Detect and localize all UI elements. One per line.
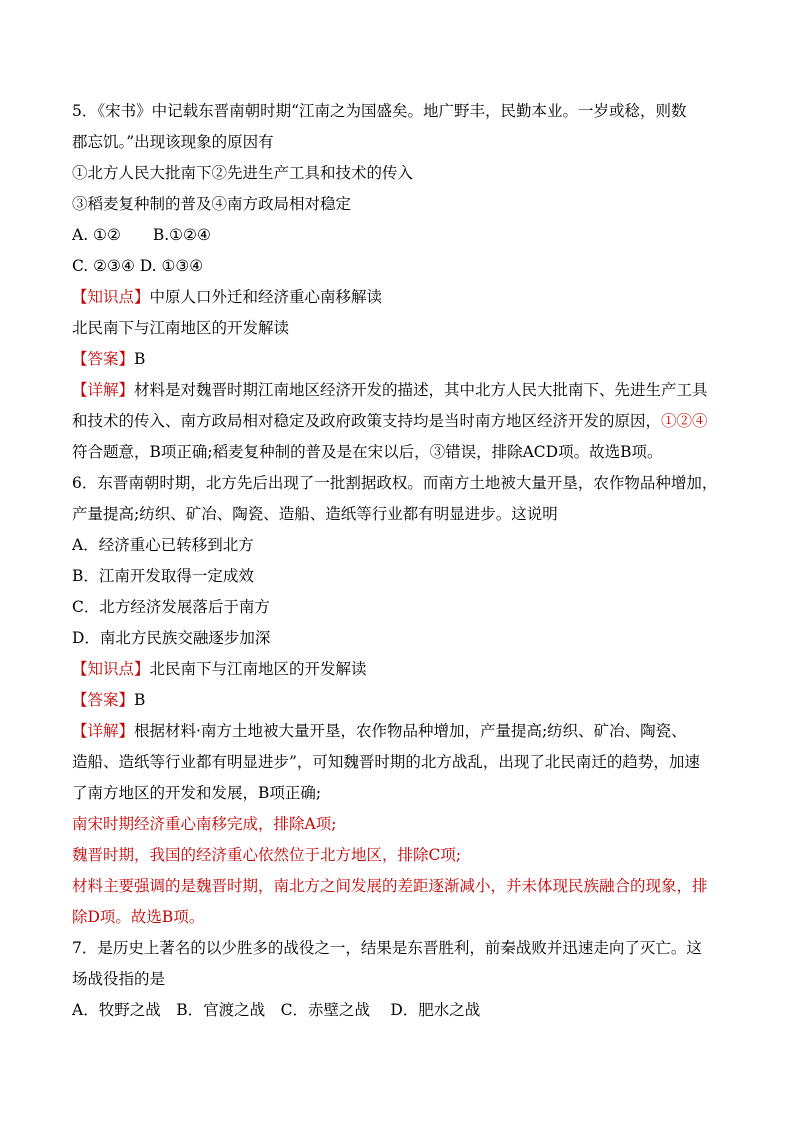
q5-knowledge-point — [72, 282, 724, 313]
q6-choice-c: C．北方经济发展落后于南方 — [72, 598, 270, 616]
q5-answer — [72, 344, 724, 375]
q5-choices-ab — [72, 220, 724, 251]
q5-detail-line-2 — [72, 406, 724, 437]
q6-knowledge-text: 北民南下与江南地区的开发解读 — [149, 660, 367, 678]
q6-detail-line-7: 除D项。故选B项。 — [72, 908, 205, 926]
q6-detail-line-1 — [72, 716, 724, 747]
q6-detail-line-5: 魏晋时期，我国的经济重心依然位于北方地区，排除C项; — [72, 846, 462, 864]
q6-detail-line-6: 材料主要强调的是魏晋时期，南北方之间发展的差距逐渐减小，并未体现民族融合的现象，排 — [72, 877, 708, 895]
q5-answer-tag: 【答案】 — [72, 350, 135, 368]
q6-answer-value: B — [134, 691, 146, 709]
q5-choice-b: B.①②④ — [152, 226, 211, 244]
q5-detail-line-3: 符合题意，B项正确;稻麦复种制的普及是在宋以后，③错误，排除ACD项。故选B项。 — [72, 443, 663, 461]
q5-choice-a: A. ①② — [72, 226, 121, 244]
q6-detail-line-2: 造船、造纸等行业都有明显进步”，可知魏晋时期的北方战乱，出现了北民南迁的趋势，加速 — [72, 753, 700, 771]
q5-option-1-2: ①北方人民大批南下②先进生产工具和技术的传入 — [72, 164, 414, 182]
q5-knowledge-tag: 【知识点】 — [72, 288, 150, 306]
q5-detail-line-1 — [72, 375, 724, 406]
q6-stem-line-1: 6．东晋南朝时期，北方先后出现了一批割据政权。而南方土地被大量开垦，农作物品种增加， — [72, 474, 718, 492]
q7-stem-line-2: 场战役指的是 — [72, 970, 166, 988]
q6-choice-d: D．南北方民族交融逐步加深 — [72, 629, 271, 647]
q5-answer-value: B — [134, 350, 146, 368]
q6-knowledge-tag: 【知识点】 — [72, 660, 150, 678]
q5-detail-highlight: ①②④ — [661, 412, 708, 430]
q6-detail-tag: 【详解】 — [72, 722, 135, 740]
q5-detail-text-2: 和技术的传入、南方政局相对稳定及政府政策支持均是当时南方地区经济开发的原因， — [72, 412, 662, 430]
q6-answer — [72, 685, 724, 716]
q6-detail-text-1: 根据材料·南方土地被大量开垦，农作物品种增加，产量提高;纺织、矿冶、陶瓷、 — [134, 722, 687, 740]
q5-knowledge-point-2: 北民南下与江南地区的开发解读 — [72, 319, 290, 337]
q6-stem-line-2: 产量提高;纺织、矿冶、陶瓷、造船、造纸等行业都有明显进步。这说明 — [72, 505, 558, 523]
q7-choices: A．牧野之战 B．官渡之战 C．赤壁之战 D．肥水之战 — [72, 1001, 481, 1019]
q5-detail-tag: 【详解】 — [72, 381, 135, 399]
q6-detail-line-4: 南宋时期经济重心南移完成，排除A项; — [72, 815, 337, 833]
q5-knowledge-text: 中原人口外迁和经济重心南移解读 — [149, 288, 383, 306]
q7-stem-line-1: 7．是历史上著名的以少胜多的战役之一，结果是东晋胜利，前秦战败并迅速走向了灭亡。这 — [72, 939, 702, 957]
q5-stem-line-1: 5．《宋书》中记载东晋南朝时期“江南之为国盛矣。地广野丰，民勤本业。一岁或稔，则数 — [72, 102, 687, 120]
document-page — [72, 96, 724, 1026]
q5-detail-text-1: 材料是对魏晋时期江南地区经济开发的描述，其中北方人民大批南下、先进生产工具 — [134, 381, 708, 399]
q5-stem-line-2: 郡忘饥。”出现该现象的原因有 — [72, 133, 274, 151]
q5-choices-cd: C. ②③④ D. ①③④ — [72, 257, 204, 275]
q6-choice-b: B．江南开发取得一定成效 — [72, 567, 254, 585]
q6-choice-a: A．经济重心已转移到北方 — [72, 536, 254, 554]
q5-option-3-4: ③稻麦复种制的普及④南方政局相对稳定 — [72, 195, 352, 213]
q6-knowledge-point — [72, 654, 724, 685]
q6-answer-tag: 【答案】 — [72, 691, 135, 709]
q6-detail-line-3: 了南方地区的开发和发展，B项正确; — [72, 784, 322, 802]
